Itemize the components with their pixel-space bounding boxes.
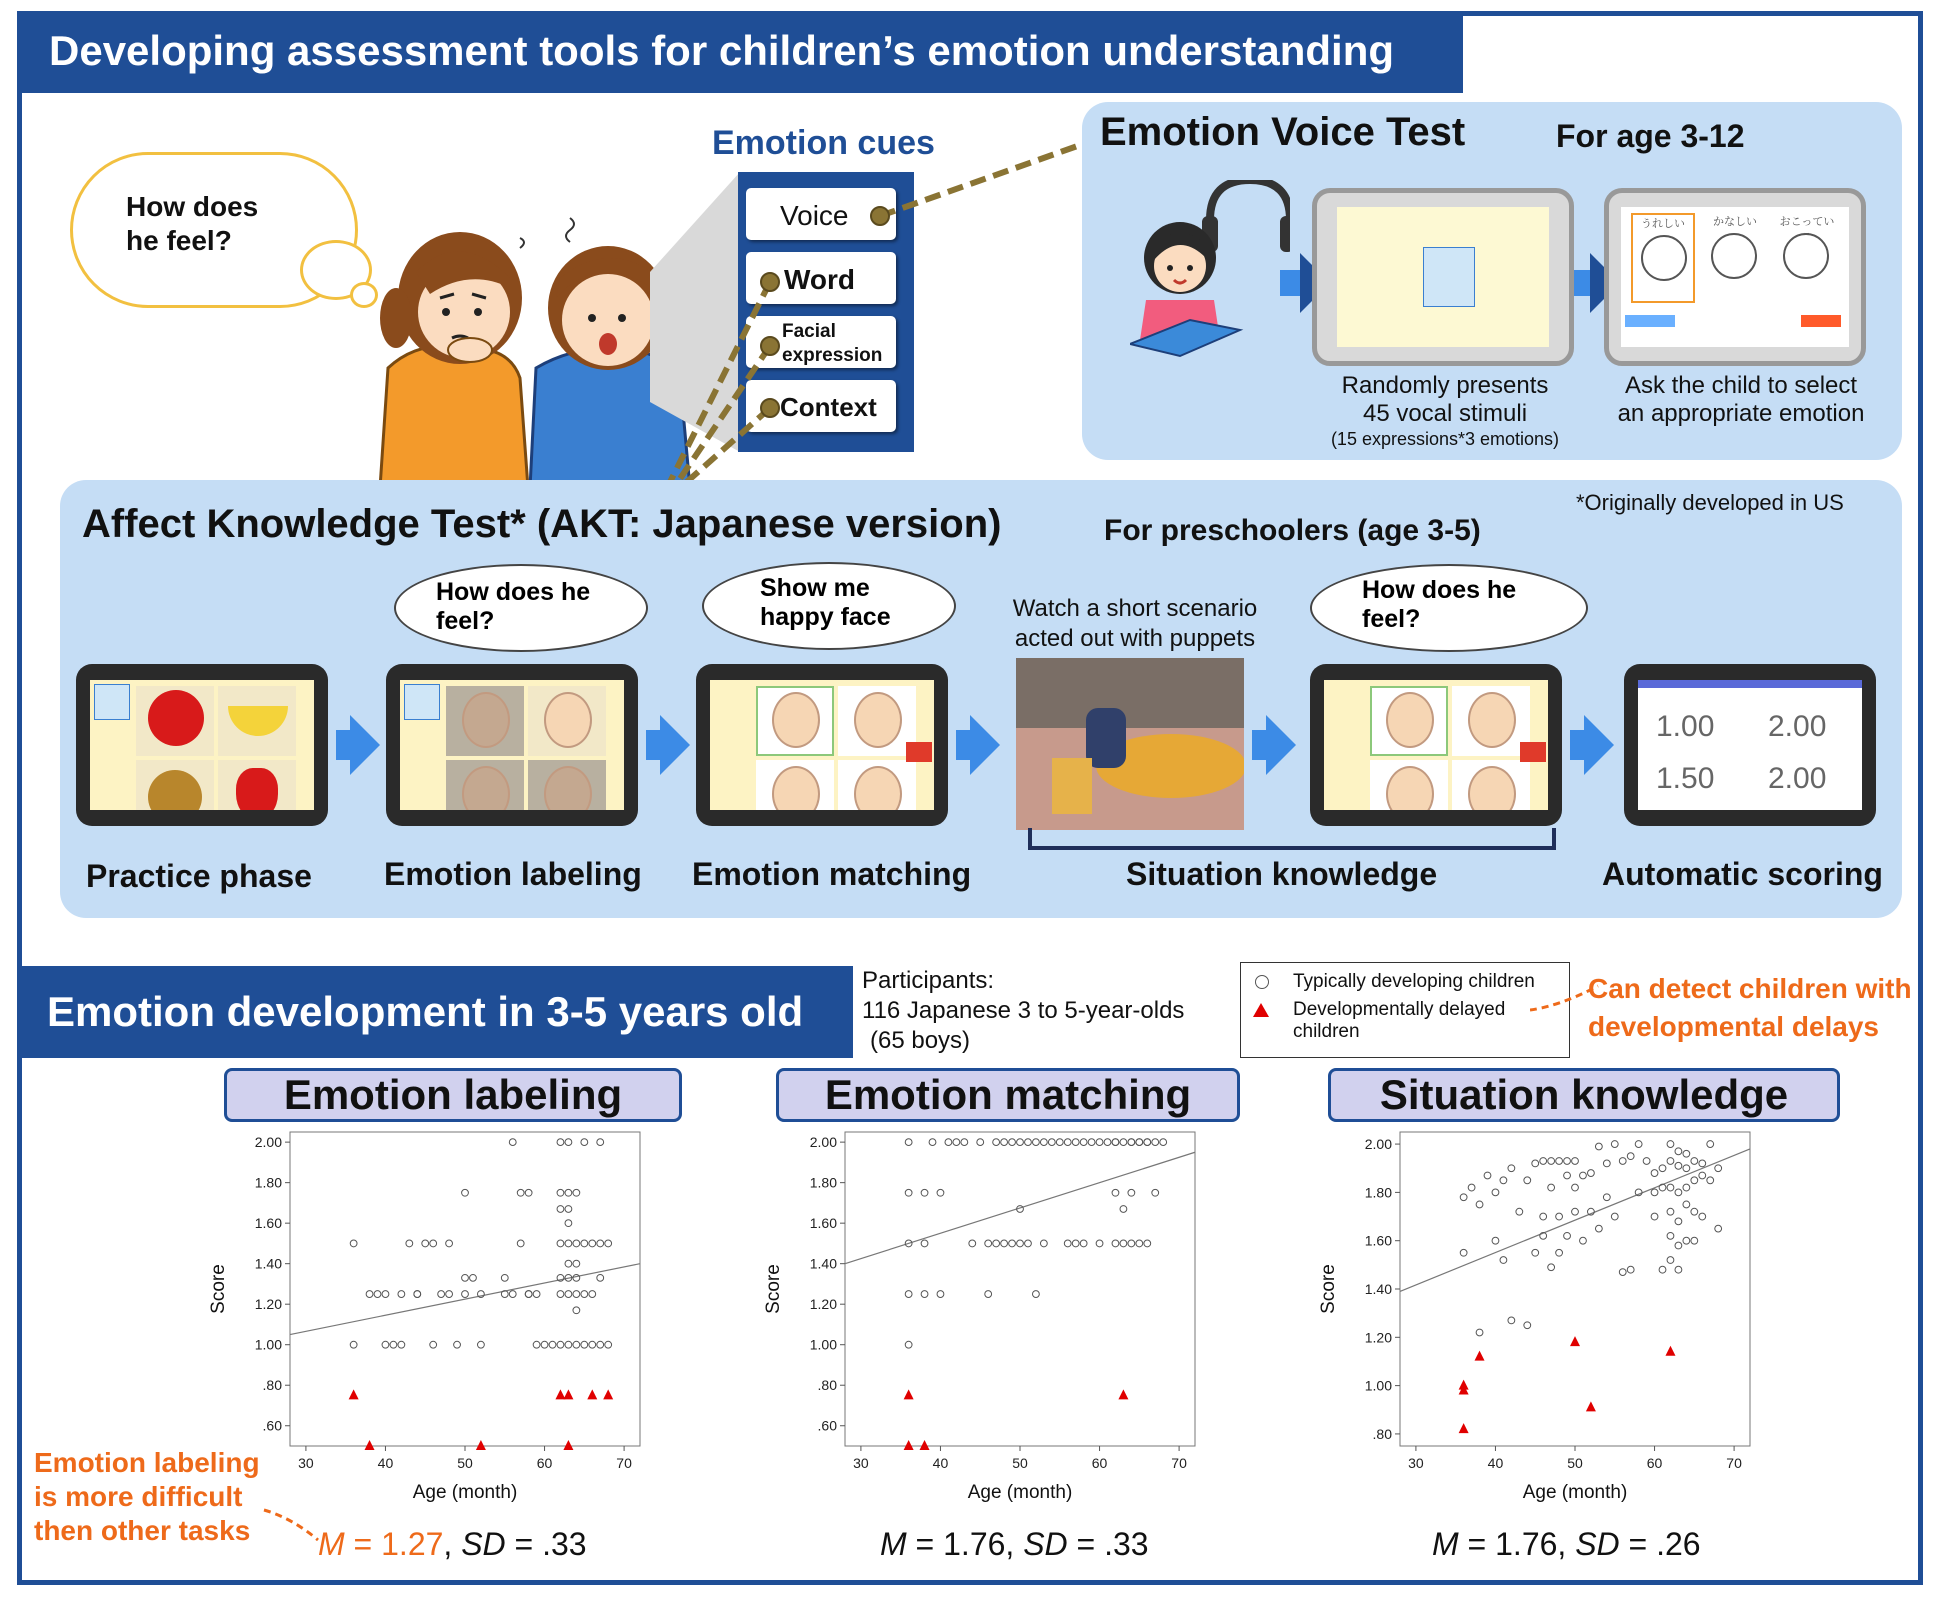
y-axis-label: Score xyxy=(208,1264,229,1314)
y-tick-label: 1.80 xyxy=(809,1174,837,1191)
delays-callout: Can detect children with developmental delays xyxy=(1588,973,1912,1042)
x-tick-label: 40 xyxy=(377,1455,394,1471)
akt-arrow-3-shaft xyxy=(956,730,970,760)
bubble-situation: How does he feel? xyxy=(1310,564,1588,652)
y-tick-label: 1.20 xyxy=(809,1296,837,1313)
step-matching: Emotion matching xyxy=(692,856,972,892)
y-axis-label: Score xyxy=(1318,1264,1339,1314)
next-arrow-icon[interactable] xyxy=(906,742,932,762)
y-tick-label: 1.20 xyxy=(254,1296,282,1313)
y-tick-label: 1.40 xyxy=(1364,1281,1392,1297)
y-tick-label: 1.20 xyxy=(1364,1329,1392,1346)
step-scoring: Automatic scoring xyxy=(1602,856,1883,892)
y-tick-label: 2.00 xyxy=(254,1134,282,1151)
child-icon xyxy=(94,684,130,720)
child-icon xyxy=(404,684,440,720)
cue-context: Context xyxy=(746,380,896,432)
stats-labeling: M = 1.27, SD = .33 xyxy=(318,1526,587,1562)
akt-arrow-2-icon xyxy=(660,715,690,775)
tablet-labeling xyxy=(386,664,638,826)
akt-arrow-1-icon xyxy=(350,715,380,775)
child-with-headphones-illustration xyxy=(1130,180,1290,360)
x-tick-label: 50 xyxy=(457,1455,473,1471)
y-tick-label: 1.40 xyxy=(809,1255,837,1272)
y-tick-label: .60 xyxy=(817,1417,837,1434)
situation-bracket xyxy=(1028,828,1558,852)
cue-context-dot xyxy=(760,398,780,418)
akt-arrow-5-icon xyxy=(1584,715,1614,775)
scatter-chart-labeling xyxy=(200,1120,660,1510)
akt-age: For preschoolers (age 3-5) xyxy=(1104,514,1481,547)
bubble-labeling: How does he feel? xyxy=(394,564,648,652)
tablet-scoring xyxy=(1624,664,1876,826)
voice-screen-2 xyxy=(1604,188,1866,366)
voice-arrow-2-shaft xyxy=(1574,270,1590,296)
y-tick-label: 1.80 xyxy=(254,1174,282,1191)
x-tick-label: 30 xyxy=(1408,1455,1424,1471)
voice-arrow-1-shaft xyxy=(1280,270,1300,296)
y-tick-label: .80 xyxy=(1372,1425,1392,1442)
plot-area xyxy=(290,1132,640,1446)
y-tick-label: 1.60 xyxy=(254,1215,282,1232)
x-tick-label: 60 xyxy=(1646,1455,1663,1471)
voice-test-title: Emotion Voice Test xyxy=(1100,110,1466,154)
chart-title-labeling: Emotion labeling xyxy=(224,1068,682,1122)
x-tick-label: 70 xyxy=(616,1455,632,1471)
x-tick-label: 30 xyxy=(853,1455,869,1471)
y-tick-label: .60 xyxy=(262,1417,282,1434)
x-tick-label: 60 xyxy=(536,1455,553,1471)
akt-arrow-4-shaft xyxy=(1252,730,1266,760)
y-tick-label: 2.00 xyxy=(809,1134,837,1151)
score-value: 2.00 xyxy=(1768,762,1827,795)
y-tick-label: 1.60 xyxy=(809,1215,837,1232)
next-arrow-icon[interactable] xyxy=(1520,742,1546,762)
legend-delayed: Developmentally delayed children xyxy=(1293,999,1506,1042)
cue-facial-expression: Facial expression xyxy=(746,316,896,368)
cue-voice-dot xyxy=(870,206,890,226)
voice-screen-2-caption: Ask the child to select an appropriate emotion xyxy=(1617,372,1865,427)
cue-word-dot xyxy=(760,272,780,292)
akt-arrow-3-icon xyxy=(970,715,1000,775)
y-tick-label: 1.80 xyxy=(1364,1184,1392,1201)
x-axis-label: Age (month) xyxy=(1522,1482,1628,1503)
step-practice: Practice phase xyxy=(86,858,312,894)
y-tick-label: .80 xyxy=(817,1377,837,1394)
step-situation: Situation knowledge xyxy=(1126,856,1438,892)
apple-icon xyxy=(148,690,204,746)
tablet-matching xyxy=(696,664,948,826)
y-tick-label: 1.00 xyxy=(1364,1377,1392,1394)
labeling-callout: Emotion labeling is more difficult then other tasks xyxy=(34,1447,260,1546)
x-axis-label: Age (month) xyxy=(412,1482,518,1503)
y-tick-label: 2.00 xyxy=(1364,1136,1392,1153)
stats-situation: M = 1.76, SD = .26 xyxy=(1432,1526,1701,1562)
score-value: 2.00 xyxy=(1768,710,1827,743)
y-axis-label: Score xyxy=(763,1264,784,1314)
x-tick-label: 30 xyxy=(298,1455,314,1471)
score-value: 1.50 xyxy=(1656,762,1715,795)
legend-typical: Typically developing children xyxy=(1293,971,1535,992)
cue-facial-dot xyxy=(760,336,780,356)
scenario-caption: Watch a short scenario acted out with puppets xyxy=(1012,595,1258,652)
voice-screen-1 xyxy=(1312,188,1574,366)
voice-screen-1-caption: Randomly presents 45 vocal stimuli (15 expressions*3 emotions) xyxy=(1330,372,1560,449)
x-tick-label: 60 xyxy=(1091,1455,1108,1471)
y-tick-label: 1.40 xyxy=(254,1255,282,1272)
scatter-chart-matching xyxy=(755,1120,1215,1510)
x-tick-label: 50 xyxy=(1012,1455,1028,1471)
participants-info: Participants: 116 Japanese 3 to 5-year-olds (65 boys) xyxy=(862,967,1185,1054)
tablet-situation xyxy=(1310,664,1562,826)
puppet-scenario-photo xyxy=(1016,658,1244,830)
chart-title-situation: Situation knowledge xyxy=(1328,1068,1840,1122)
choice-angry[interactable]: おこってい xyxy=(1775,213,1839,303)
akt-title: Affect Knowledge Test* (AKT: Japanese version) xyxy=(82,502,1002,546)
akt-note: *Originally developed in US xyxy=(1576,490,1844,515)
x-tick-label: 70 xyxy=(1171,1455,1187,1471)
x-tick-label: 40 xyxy=(1487,1455,1504,1471)
tablet-practice xyxy=(76,664,328,826)
akt-arrow-2-shaft xyxy=(646,730,660,760)
akt-arrow-4-icon xyxy=(1266,715,1296,775)
cue-voice: Voice xyxy=(746,188,896,240)
legend-circle-icon xyxy=(1255,975,1269,989)
legend-triangle-icon xyxy=(1253,1003,1269,1017)
y-tick-label: 1.00 xyxy=(809,1336,837,1353)
choice-sad[interactable]: かなしい xyxy=(1703,213,1767,303)
x-tick-label: 70 xyxy=(1726,1455,1742,1471)
next-button[interactable] xyxy=(1801,315,1841,327)
legend-box xyxy=(1240,962,1570,1058)
bubble-matching: Show me happy face xyxy=(702,562,956,650)
voice-test-age: For age 3-12 xyxy=(1556,118,1745,154)
stats-matching: M = 1.76, SD = .33 xyxy=(880,1526,1149,1562)
chart-title-matching: Emotion matching xyxy=(776,1068,1240,1122)
development-banner: Emotion development in 3-5 years old xyxy=(17,966,853,1058)
plot-area xyxy=(845,1132,1195,1446)
emotion-cues-heading: Emotion cues xyxy=(712,124,935,162)
cue-word: Word xyxy=(746,252,896,304)
akt-arrow-5-shaft xyxy=(1570,730,1584,760)
poster-title: Developing assessment tools for children’s emotion understanding xyxy=(17,11,1463,93)
scatter-chart-situation xyxy=(1310,1120,1770,1510)
thought-bubble-text: How does he feel? xyxy=(126,191,259,256)
y-tick-label: .80 xyxy=(262,1377,282,1394)
akt-arrow-1-shaft xyxy=(336,730,350,760)
back-button[interactable] xyxy=(1625,315,1675,327)
choice-happy[interactable]: うれしい xyxy=(1631,213,1695,303)
score-value: 1.00 xyxy=(1656,710,1715,743)
strawberry-icon xyxy=(236,768,278,810)
y-tick-label: 1.60 xyxy=(1364,1232,1392,1249)
labeling-callout-connector xyxy=(262,1506,322,1546)
y-tick-label: 1.00 xyxy=(254,1336,282,1353)
step-labeling: Emotion labeling xyxy=(384,856,642,892)
x-axis-label: Age (month) xyxy=(967,1482,1073,1503)
speaker-child-icon xyxy=(1423,247,1475,307)
x-tick-label: 40 xyxy=(932,1455,949,1471)
x-tick-label: 50 xyxy=(1567,1455,1583,1471)
